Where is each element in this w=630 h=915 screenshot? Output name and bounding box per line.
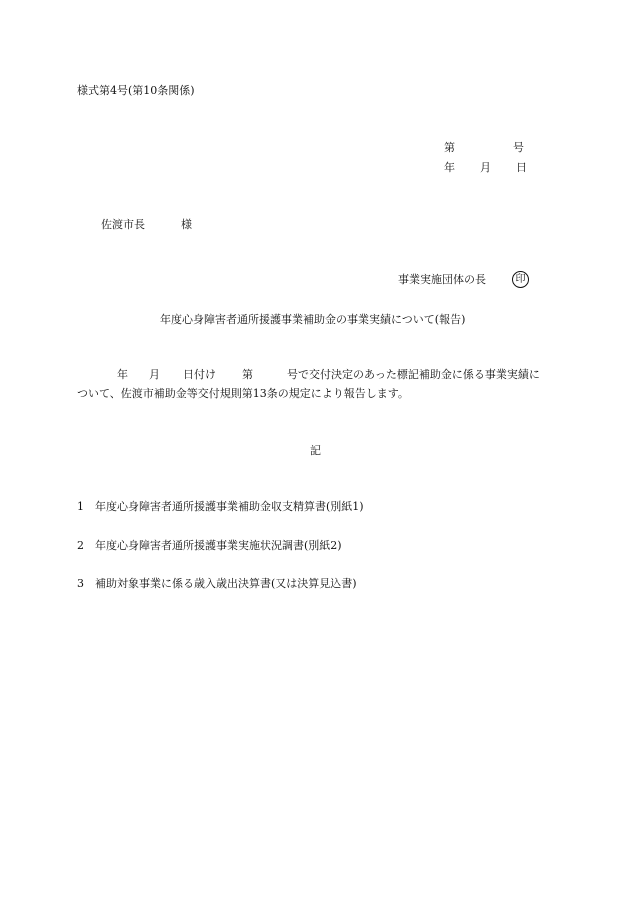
body-day: 日付け [183, 368, 216, 381]
list-item-number: 3 [77, 577, 84, 590]
sender-label: 事業実施団体の長 [398, 273, 486, 286]
addressee-name: 佐渡市長 [101, 218, 145, 231]
list-item-number: 2 [77, 539, 84, 552]
body-number-prefix: 第 [242, 368, 253, 381]
seal-mark: 印 [512, 271, 529, 288]
ki-heading: 記 [310, 444, 321, 457]
body-month: 月 [149, 368, 160, 381]
date-month: 月 [480, 161, 491, 174]
form-number: 様式第4号(第10条関係) [77, 84, 195, 97]
document-subject: 年度心身障害者通所援護事業補助金の事業実績について(報告) [160, 313, 466, 326]
body-year: 年 [117, 368, 128, 381]
body-line-2: ついて、佐渡市補助金等交付規則第13条の規定により報告します。 [77, 387, 409, 400]
body-line-1-rest: 号で交付決定のあった標記補助金に係る事業実績に [287, 368, 540, 381]
doc-number-prefix: 第 [444, 141, 455, 154]
list-item-number: 1 [77, 500, 84, 513]
doc-number-suffix: 号 [513, 141, 524, 154]
date-day: 日 [516, 161, 527, 174]
list-item-text: 補助対象事業に係る歳入歳出決算書(又は決算見込書) [95, 577, 357, 590]
list-item-text: 年度心身障害者通所援護事業実施状況調書(別紙2) [95, 539, 342, 552]
list-item-text: 年度心身障害者通所援護事業補助金収支精算書(別紙1) [95, 500, 364, 513]
date-year: 年 [444, 161, 455, 174]
addressee-honorific: 様 [181, 218, 192, 231]
